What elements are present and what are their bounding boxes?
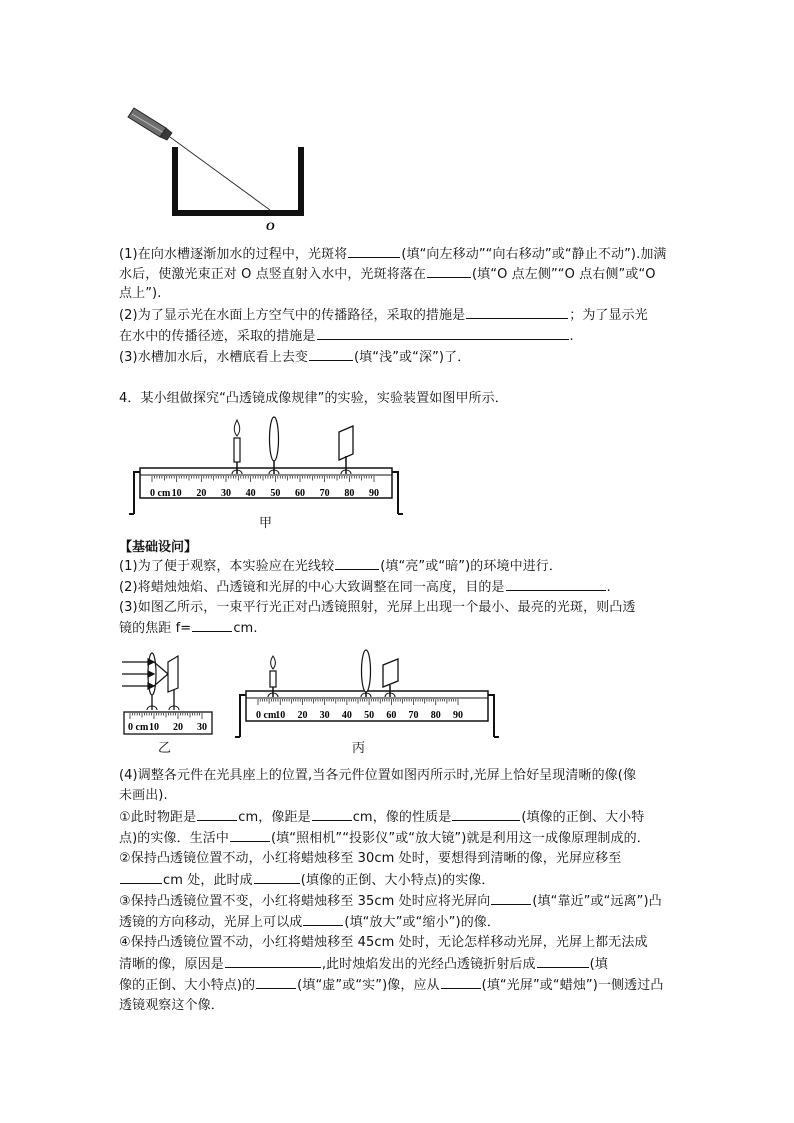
ruler-tick-label: 20 — [196, 488, 207, 499]
optical-bench-bing — [232, 645, 502, 740]
ruler-tick-label: 0 cm — [150, 488, 171, 499]
answer-blank[interactable] — [120, 870, 162, 884]
ruler-tick-label: 0 cm — [128, 722, 149, 733]
answer-blank[interactable] — [230, 828, 270, 842]
q4-sub3-line1: (3)如图乙所示，一束平行光正对凸透镜照射，光屏上出现一个最小、最亮的光斑，则凸透 — [119, 600, 636, 615]
answer-blank[interactable] — [317, 326, 569, 340]
convex-lens — [361, 650, 371, 697]
ruler-tick-label: 20 — [297, 710, 308, 721]
convex-lens — [269, 417, 279, 474]
answer-blank[interactable] — [441, 975, 481, 989]
q4-item4-line2: 清晰的像，原因是 ,此时烛焰发出的光经凸透镜折射后成 (填 — [119, 954, 679, 975]
ruler-tick-label: 40 — [245, 488, 256, 499]
answer-blank[interactable] — [506, 577, 606, 591]
figure-yi-caption: 乙 — [158, 741, 172, 756]
answer-blank[interactable] — [348, 244, 400, 258]
laser-beam — [170, 137, 270, 210]
ruler-tick-label: 50 — [270, 488, 281, 499]
q3-part2-line1: (2)为了显示光在水面上方空气中的传播路径，采取的措施是 ；为了显示光 — [119, 305, 679, 326]
tank-outline — [172, 147, 304, 216]
q3-part3: (3)水槽加水后，水槽底看上去变 (填“浅”或“深”)了． — [119, 347, 679, 368]
ruler-tick-label: 80 — [344, 488, 355, 499]
answer-blank[interactable] — [192, 618, 232, 632]
q4-item3-line1: ③保持凸透镜位置不变，小红将蜡烛移至 35cm 处时应将光屏向 (填“靠近”或“远离”)凸 — [119, 891, 679, 912]
answer-blank[interactable] — [225, 954, 321, 968]
ruler-tick-label: 40 — [341, 710, 352, 721]
answer-blank[interactable] — [537, 954, 589, 968]
answer-blank[interactable] — [312, 807, 352, 821]
q4-item1-line2: 点)的实像．生活中 (填“照相机”“投影仪”或“放大镜”)就是利用这一成像原理制成的． — [119, 828, 679, 849]
point-o-label: O — [266, 219, 275, 233]
candle — [232, 420, 242, 474]
water-tank-figure — [120, 100, 320, 235]
answer-blank[interactable] — [309, 347, 353, 361]
q3-part1-line1: (1)在向水槽逐渐加水的过程中，光斑将 (填“向左移动”“向右移动”或“静止不动”).加满 — [119, 244, 679, 265]
q4-item1-line1: ①此时物距是 cm，像距是 cm，像的性质是 (填像的正倒、大小特 — [119, 807, 679, 828]
ruler-tick-label: 50 — [364, 710, 375, 721]
figure-bing-caption: 丙 — [352, 741, 366, 756]
laser-pointer — [128, 108, 172, 140]
ruler-tick-label: 80 — [430, 710, 441, 721]
ruler-tick-label: 60 — [295, 488, 305, 499]
ruler-tick-label: 70 — [408, 710, 419, 721]
q4-sub2: (2)将蜡烛烛焰、凸透镜和光屏的中心大致调整在同一高度，目的是 . — [119, 577, 679, 598]
q4-item3-line2: 透镜的方向移动，光屏上可以成 (填“放大”或“缩小”)的像． — [119, 912, 679, 933]
ruler-tick-label: 70 — [319, 488, 330, 499]
q4-item4-line4: 透镜观察这个像． — [119, 998, 224, 1013]
parallel-light-rays — [122, 659, 168, 689]
answer-blank[interactable] — [197, 807, 237, 821]
answer-blank[interactable] — [254, 870, 300, 884]
answer-blank[interactable] — [491, 891, 531, 905]
answer-blank[interactable] — [256, 975, 296, 989]
q3-part1-line3: 点上”). — [119, 286, 162, 301]
answer-blank[interactable] — [427, 264, 471, 278]
q3-part1-line2: 水后，使激光束正对 O 点竖直射入水中，光斑将落在 (填“O 点左侧”“O 点右侧”或“O — [119, 264, 679, 285]
light-screen — [339, 426, 353, 474]
q4-intro: 4．某小组做探究“凸透镜成像规律”的实验，实验装置如图甲所示． — [119, 391, 508, 406]
q4-item4-line1: ④保持凸透镜位置不动，小红将蜡烛移至 45cm 处时，无论怎样移动光屏，光屏上都无法成 — [119, 935, 648, 950]
ruler-tick-label: 0 cm — [256, 710, 277, 721]
ruler-tick-label: 60 — [386, 710, 397, 721]
ruler-tick-label: 10 — [275, 710, 286, 721]
q4-sub4-line2: 未画出). — [119, 788, 168, 803]
ruler-tick-label: 90 — [369, 488, 379, 499]
ruler-tick-label: 10 — [171, 488, 182, 499]
ruler-tick-label: 10 — [149, 722, 159, 733]
q4-sub3-line2: 镜的焦距 f= cm. — [119, 618, 679, 639]
ruler-tick-label: 30 — [221, 488, 231, 499]
answer-blank[interactable] — [452, 807, 520, 821]
q4-item4-line3: 像的正倒、大小特点)的 (填“虚”或“实”)像，应从 (填“光屏”或“蜡烛”)一侧透过凸 — [119, 975, 679, 996]
optical-bench-jia — [126, 412, 406, 517]
q4-sub1: (1)为了便于观察，本实验应在光线较 (填“亮”或“暗”)的环境中进行． — [119, 556, 679, 577]
answer-blank[interactable] — [303, 912, 343, 926]
ruler-tick-label: 30 — [197, 722, 207, 733]
light-screen — [168, 656, 179, 710]
q4-item2-line2: cm 处，此时成 (填像的正倒、大小特点)的实像． — [119, 870, 679, 891]
ruler-tick-label: 30 — [319, 710, 330, 721]
ruler-tick-label: 20 — [173, 722, 183, 733]
q4-item2-line1: ②保持凸透镜位置不动，小红将蜡烛移至 30cm 处时，要想得到清晰的像，光屏应移至 — [119, 851, 622, 866]
answer-blank[interactable] — [335, 556, 379, 570]
ruler-tick-label: 90 — [453, 710, 463, 721]
answer-blank[interactable] — [466, 305, 568, 319]
section-title: 【基础设问】 — [119, 540, 198, 555]
focal-length-figure-yi — [120, 650, 220, 740]
q3-part2-line2: 在水中的传播径迹，采取的措施是 . — [119, 326, 679, 347]
q4-sub4-line1: (4)调整各元件在光具座上的位置,当各元件位置如图丙所示时,光屏上恰好呈现清晰的像(像 — [119, 768, 637, 783]
figure-jia-caption: 甲 — [259, 516, 273, 531]
